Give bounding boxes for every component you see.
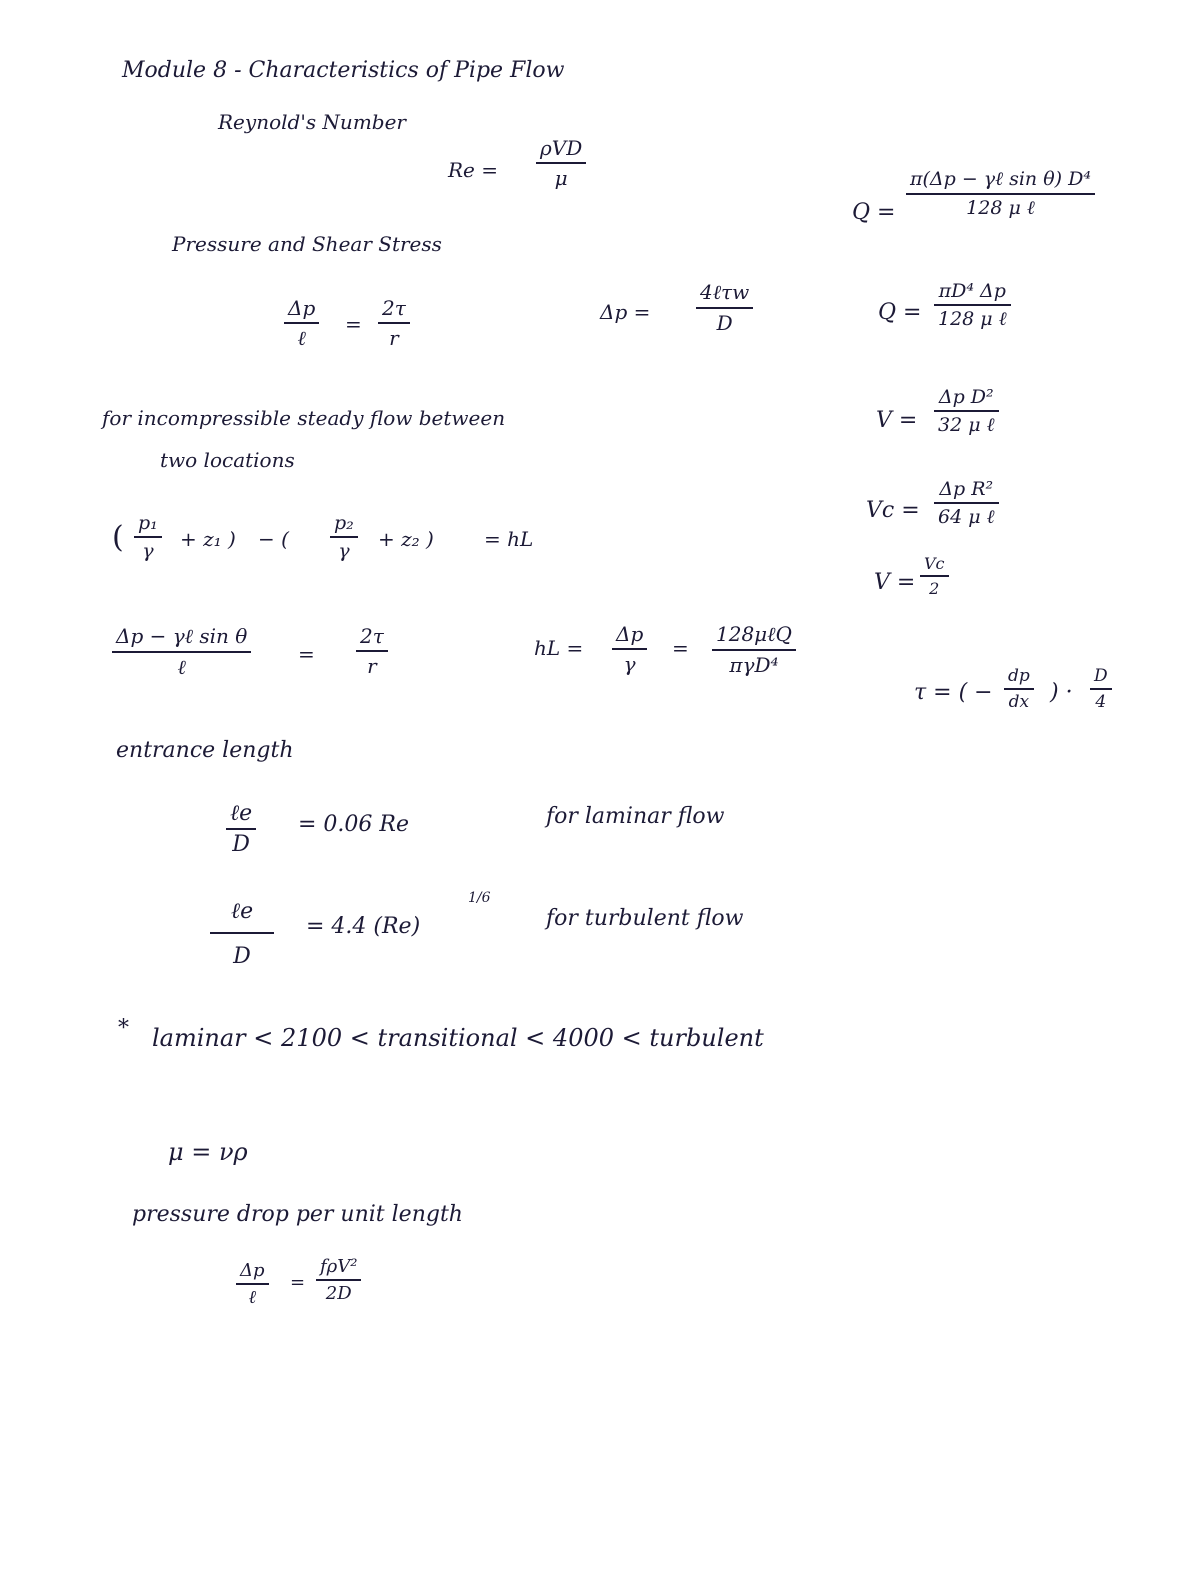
wall-shear-lhs: Δp =: [600, 300, 651, 324]
pressure-shear-rhs-fraction: [378, 296, 410, 350]
entrance-laminar-label: for laminar flow: [546, 804, 725, 829]
shear-stress-mid: ) ·: [1050, 680, 1073, 705]
flowrate-horizontal-numerator: πD⁴ Δp: [938, 280, 1006, 302]
inclined-rhs-fraction: [356, 624, 388, 678]
pressure-shear-lhs-denominator: ℓ: [297, 326, 306, 350]
mean-velocity-numerator: Δp D²: [938, 386, 994, 408]
inclined-rhs-denominator: r: [367, 654, 377, 678]
head-loss-numerator-2: 128μℓQ: [716, 622, 792, 646]
reynolds-lhs: Re =: [448, 158, 499, 182]
mean-velocity-lhs: V =: [876, 408, 918, 433]
flowrate-horizontal-lhs: Q =: [878, 300, 922, 325]
head-loss-denominator-1: γ: [623, 652, 636, 676]
energy-p1-denominator: γ: [142, 540, 154, 562]
energy-rhs: = hL: [484, 527, 534, 551]
flowrate-inclined-numerator: π(Δp − γℓ sin θ) D⁴: [910, 168, 1091, 190]
section-reynolds: Reynold's Number: [218, 110, 406, 134]
flowrate-inclined-lhs: Q =: [852, 200, 896, 225]
section-entrance-length: entrance length: [116, 738, 294, 763]
wall-shear-denominator: D: [716, 311, 733, 335]
pressure-shear-lhs-fraction: [284, 296, 319, 351]
head-loss-lhs: hL =: [534, 636, 584, 660]
head-loss-numerator-1: Δp: [616, 622, 644, 646]
inclined-rhs-numerator: 2τ: [360, 624, 384, 648]
page-title: Module 8 - Characteristics of Pipe Flow: [122, 58, 565, 83]
velocity-ratio-lhs: V =: [874, 570, 916, 595]
flowrate-inclined-fraction: [906, 168, 1095, 220]
pressure-shear-lhs-numerator: Δp: [288, 296, 316, 320]
pressure-drop-rhs-fraction: [316, 1256, 361, 1304]
energy-p2-numerator: p₂: [334, 512, 354, 534]
section-incompressible-line1: for incompressible steady flow between: [102, 406, 506, 430]
diameter-quarter-numerator: D: [1094, 666, 1108, 686]
pressure-gradient-denominator: dx: [1008, 692, 1030, 712]
velocity-ratio-numerator: Vc: [924, 554, 945, 573]
mean-velocity-fraction: [934, 386, 999, 437]
entrance-turbulent-denominator: D: [233, 944, 251, 969]
velocity-ratio-denominator: 2: [929, 579, 940, 598]
entrance-turbulent-exponent: 1/6: [468, 890, 491, 906]
entrance-laminar-rhs: = 0.06 Re: [298, 812, 409, 837]
energy-p1-fraction: [134, 512, 162, 562]
flowrate-inclined-denominator: 128 μ ℓ: [966, 197, 1035, 219]
entrance-laminar-denominator: D: [232, 832, 250, 857]
inclined-lhs-numerator: Δp − γℓ sin θ: [116, 624, 248, 648]
velocity-ratio-fraction: [920, 554, 949, 598]
regime-star-marker: *: [118, 1016, 129, 1041]
equals-sign: =: [672, 636, 689, 660]
equals-sign: =: [290, 1272, 306, 1293]
flow-regime-line: laminar < 2100 < transitional < 4000 < turbulent: [152, 1024, 764, 1052]
entrance-turbulent-fraction: [210, 898, 274, 969]
head-loss-denominator-2: πγD⁴: [729, 653, 779, 677]
energy-p1-numerator: p₁: [138, 512, 158, 534]
wall-shear-fraction: [696, 280, 753, 335]
pressure-gradient-fraction: [1004, 666, 1034, 712]
inclined-lhs-denominator: ℓ: [177, 655, 186, 679]
energy-z1: + z₁ ): [180, 527, 236, 551]
entrance-turbulent-rhs: = 4.4 (Re): [306, 914, 421, 939]
pressure-drop-lhs-numerator: Δp: [240, 1260, 265, 1281]
entrance-turbulent-label: for turbulent flow: [546, 906, 744, 931]
mean-velocity-denominator: 32 μ ℓ: [938, 414, 995, 436]
pressure-drop-lhs-fraction: [236, 1260, 269, 1308]
centerline-velocity-numerator: Δp R²: [939, 478, 994, 500]
reynolds-denominator: μ: [554, 166, 568, 190]
pressure-shear-rhs-numerator: 2τ: [382, 296, 406, 320]
pressure-drop-lhs-denominator: ℓ: [248, 1287, 257, 1308]
head-loss-fraction-2: [712, 622, 796, 677]
section-pressure-shear: Pressure and Shear Stress: [172, 232, 442, 256]
pressure-drop-rhs-denominator: 2D: [325, 1283, 352, 1304]
equals-sign: =: [345, 312, 362, 336]
section-pressure-drop: pressure drop per unit length: [132, 1202, 463, 1227]
energy-z2: + z₂ ): [378, 527, 434, 551]
energy-p2-denominator: γ: [338, 540, 350, 562]
flowrate-horizontal-fraction: [934, 280, 1011, 331]
viscosity-relation: μ = νρ: [168, 1138, 248, 1166]
head-loss-fraction-1: [612, 622, 647, 676]
pressure-drop-rhs-numerator: fρV²: [320, 1256, 358, 1277]
reynolds-fraction: [536, 136, 586, 190]
reynolds-numerator: ρVD: [540, 136, 583, 160]
energy-minus: − (: [258, 527, 289, 551]
entrance-turbulent-numerator: ℓe: [230, 899, 254, 924]
flowrate-horizontal-denominator: 128 μ ℓ: [938, 308, 1007, 330]
entrance-laminar-numerator: ℓe: [230, 801, 253, 826]
pressure-gradient-numerator: dp: [1008, 666, 1030, 686]
centerline-velocity-fraction: [934, 478, 999, 529]
shear-stress-lhs: τ = ( −: [914, 680, 993, 705]
centerline-velocity-denominator: 64 μ ℓ: [938, 506, 995, 528]
pressure-shear-rhs-denominator: r: [389, 326, 399, 350]
diameter-quarter-fraction: [1090, 666, 1112, 712]
section-incompressible-line2: two locations: [160, 448, 295, 472]
energy-p2-fraction: [330, 512, 358, 562]
equals-sign: =: [298, 642, 315, 666]
inclined-lhs-fraction: [112, 624, 251, 680]
wall-shear-numerator: 4ℓτw: [700, 280, 750, 304]
entrance-laminar-fraction: [226, 800, 256, 857]
paren-open: (: [112, 520, 124, 555]
diameter-quarter-denominator: 4: [1095, 692, 1107, 712]
centerline-velocity-lhs: Vc =: [866, 498, 920, 523]
